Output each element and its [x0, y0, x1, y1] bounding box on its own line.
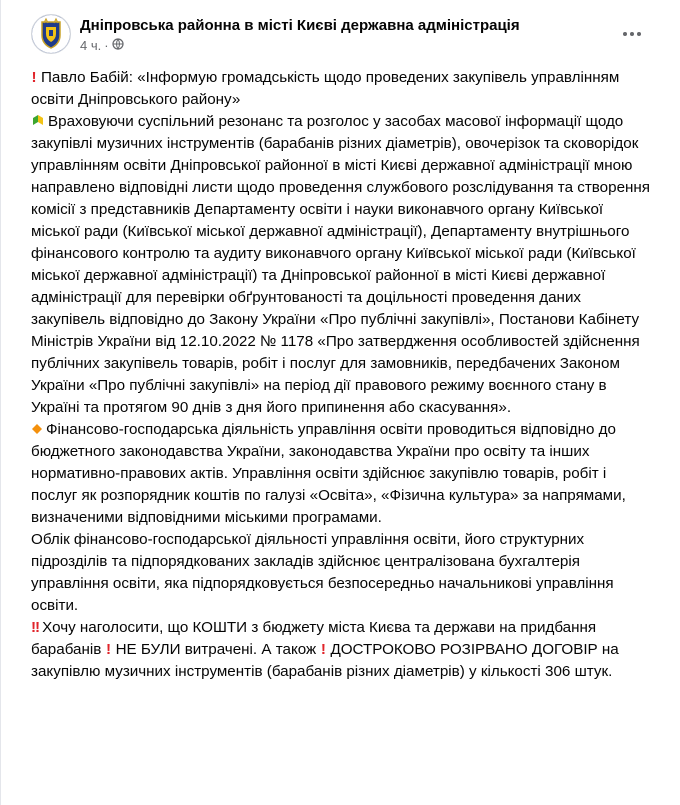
post-time[interactable]: 4 ч. — [80, 38, 102, 53]
post-header — [31, 14, 520, 54]
double-exclamation-icon: !! — [31, 619, 40, 636]
paragraph-1-text: Павло Бабій: «Інформую громадськість щодо проведених закупівель управлінням освіти Дніпровського району» — [31, 69, 620, 108]
globe-icon — [112, 38, 124, 54]
coat-of-arms-icon[interactable] — [31, 14, 71, 54]
orange-diamond-icon — [31, 420, 43, 432]
paragraph-5-text-c: ДОСТРОКОВО РОЗІРВАНО ДОГОВІР на закупівлю музичних інструментів (барабанів різних діаметрів) у кількості 306 штук. — [31, 641, 619, 680]
paragraph-5-text-b: НЕ БУЛИ витрачені. А також — [115, 641, 317, 658]
paragraph-2-text: Враховуючи суспільний резонанс та розголос у засобах масової інформації щодо закупівлі музичних інструментів (барабанів різних діаметрів), овочерізок та сковорідок управлінням освіти Дніпровської районної в місті Києві державної адміністрації мною направлено відповідні листи щодо проведення службового розслідування та створення комісії з представників Департаменту освіти і науки виконавчого органу Київської міської ради (Київської міської державної адміністрації), Департаменту внутрішнього фінансового контролю та аудиту виконавчого органу Київської міської ради (Київської міської державної адміністрації) та Дніпровської районної в місті Києві державної адміністрації для перевірки обґрунтованості та доцільності проведення даних закупівель відповідно до Закону України «Про публічні закупівлі», Постанови Кабінету Міністрів України від 12.10.2022 № 1178 «Про затвердження особливостей здійснення публічних закупівель товарів, робіт і послуг для замовників, передбачених Законом України «Про публічні закупівлі» на період дії правового режиму воєнного стану в Україні та протягом 90 днів з дня його припинення або скасування». — [31, 113, 651, 416]
paragraph-3-text: Фінансово-господарська діяльність управління освіти проводиться відповідно до бюджетного законодавства України, законодавства України про освіту та інших нормативно-правових актів. Управління освіти здійснює закупівлю товарів, робіт і послуг як розпорядник коштів по галузі «Освіта», «Фізична культура» за напрямами, визначеними відповідними міськими програмами. — [31, 421, 626, 526]
paragraph-5-text-a: Хочу наголосити, що КОШТИ з бюджету міста Києва та держави на придбання барабанів — [31, 619, 597, 658]
post-paragraph — [31, 419, 651, 529]
red-exclamation-icon: ! — [31, 69, 37, 86]
paragraph-4-text: Облік фінансово-господарської діяльності управління освіти, його структурних підрозділів та підпорядкованих закладів здійснює централізована бухгалтерія управління освіти, яка підпорядковується безпосередньо начальникові управління освіти. — [31, 531, 614, 614]
post-paragraph — [31, 617, 651, 683]
page-title[interactable]: Дніпровська районна в місті Києві державна адміністрація — [80, 17, 520, 34]
post-meta — [80, 38, 520, 54]
red-exclamation-icon: ! — [106, 641, 112, 658]
beginner-leaf-icon — [31, 112, 45, 126]
more-options-button[interactable] — [618, 24, 646, 44]
post-paragraph — [31, 111, 651, 419]
post-body — [31, 67, 651, 683]
red-exclamation-icon: ! — [320, 641, 326, 658]
more-dots-icon — [623, 32, 627, 36]
post-paragraph — [31, 529, 651, 617]
post-paragraph — [31, 67, 651, 111]
meta-separator: · — [104, 38, 109, 53]
